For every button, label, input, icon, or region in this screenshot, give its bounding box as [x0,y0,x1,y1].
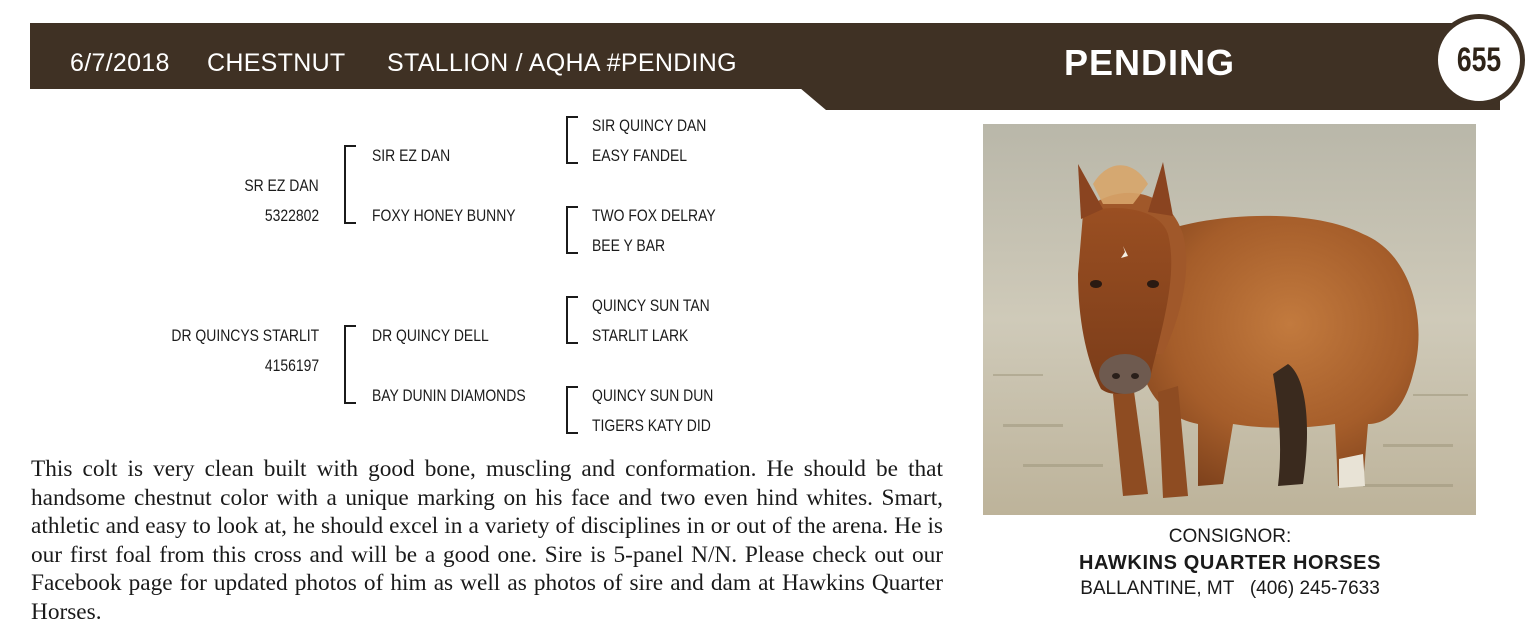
ds-dam: STARLIT LARK [592,326,689,345]
foaling-date: 6/7/2018 [70,49,170,77]
dd-dam: TIGERS KATY DID [592,416,711,435]
dam-dam: BAY DUNIN DIAMONDS [372,386,526,405]
sire-registration: 5322802 [264,206,319,225]
dam-sire: DR QUINCY DELL [372,326,489,345]
horse-photo [983,124,1476,515]
ds-bracket [566,296,578,344]
sire-sire: SIR EZ DAN [372,146,451,165]
consignor-location: BALLANTINE, MT (406) 245-7633 [1080,578,1380,599]
ds-sire: QUINCY SUN TAN [592,296,710,315]
header-tab [800,88,1500,110]
sex-registry: STALLION / AQHA #PENDING [387,49,737,77]
lot-number: 655 [1456,40,1502,79]
dd-bracket [566,386,578,434]
sd-dam: BEE Y BAR [592,236,666,255]
sire-name: SR EZ DAN [244,176,319,195]
dam-name: DR QUINCYS STARLIT [171,326,319,345]
dd-sire: QUINCY SUN DUN [592,386,714,405]
sd-bracket [566,206,578,254]
ss-sire: SIR QUINCY DAN [592,116,707,135]
foal-illustration [983,124,1476,515]
consignor-label: CONSIGNOR: [1168,526,1292,547]
horse-color: CHESTNUT [207,49,346,77]
dam-bracket [344,325,356,404]
consignor-block [1000,524,1460,602]
horse-description: This colt is very clean built with good bone, muscling and conformation. He should be that handsome chestnut color with a unique marking on his face and two even hind whites. Smart, athletic and easy to look at, he should excel in a variety of disciplines in or out of the arena. He is our first foal from this cross and will be a good one. Sire is 5-panel N/N. Please check out our Facebook page for updated photos of him as well as photos of sire and dam at Hawkins Quarter Horses. [31,456,943,625]
ss-bracket [566,116,578,164]
lot-badge [1433,14,1525,106]
sire-bracket [344,145,356,224]
sale-status: PENDING [1064,42,1236,83]
sd-sire: TWO FOX DELRAY [592,206,716,225]
dam-registration: 4156197 [264,356,319,375]
consignor-name: HAWKINS QUARTER HORSES [1078,552,1382,574]
ss-dam: EASY FANDEL [592,146,688,165]
sire-dam: FOXY HONEY BUNNY [372,206,516,225]
